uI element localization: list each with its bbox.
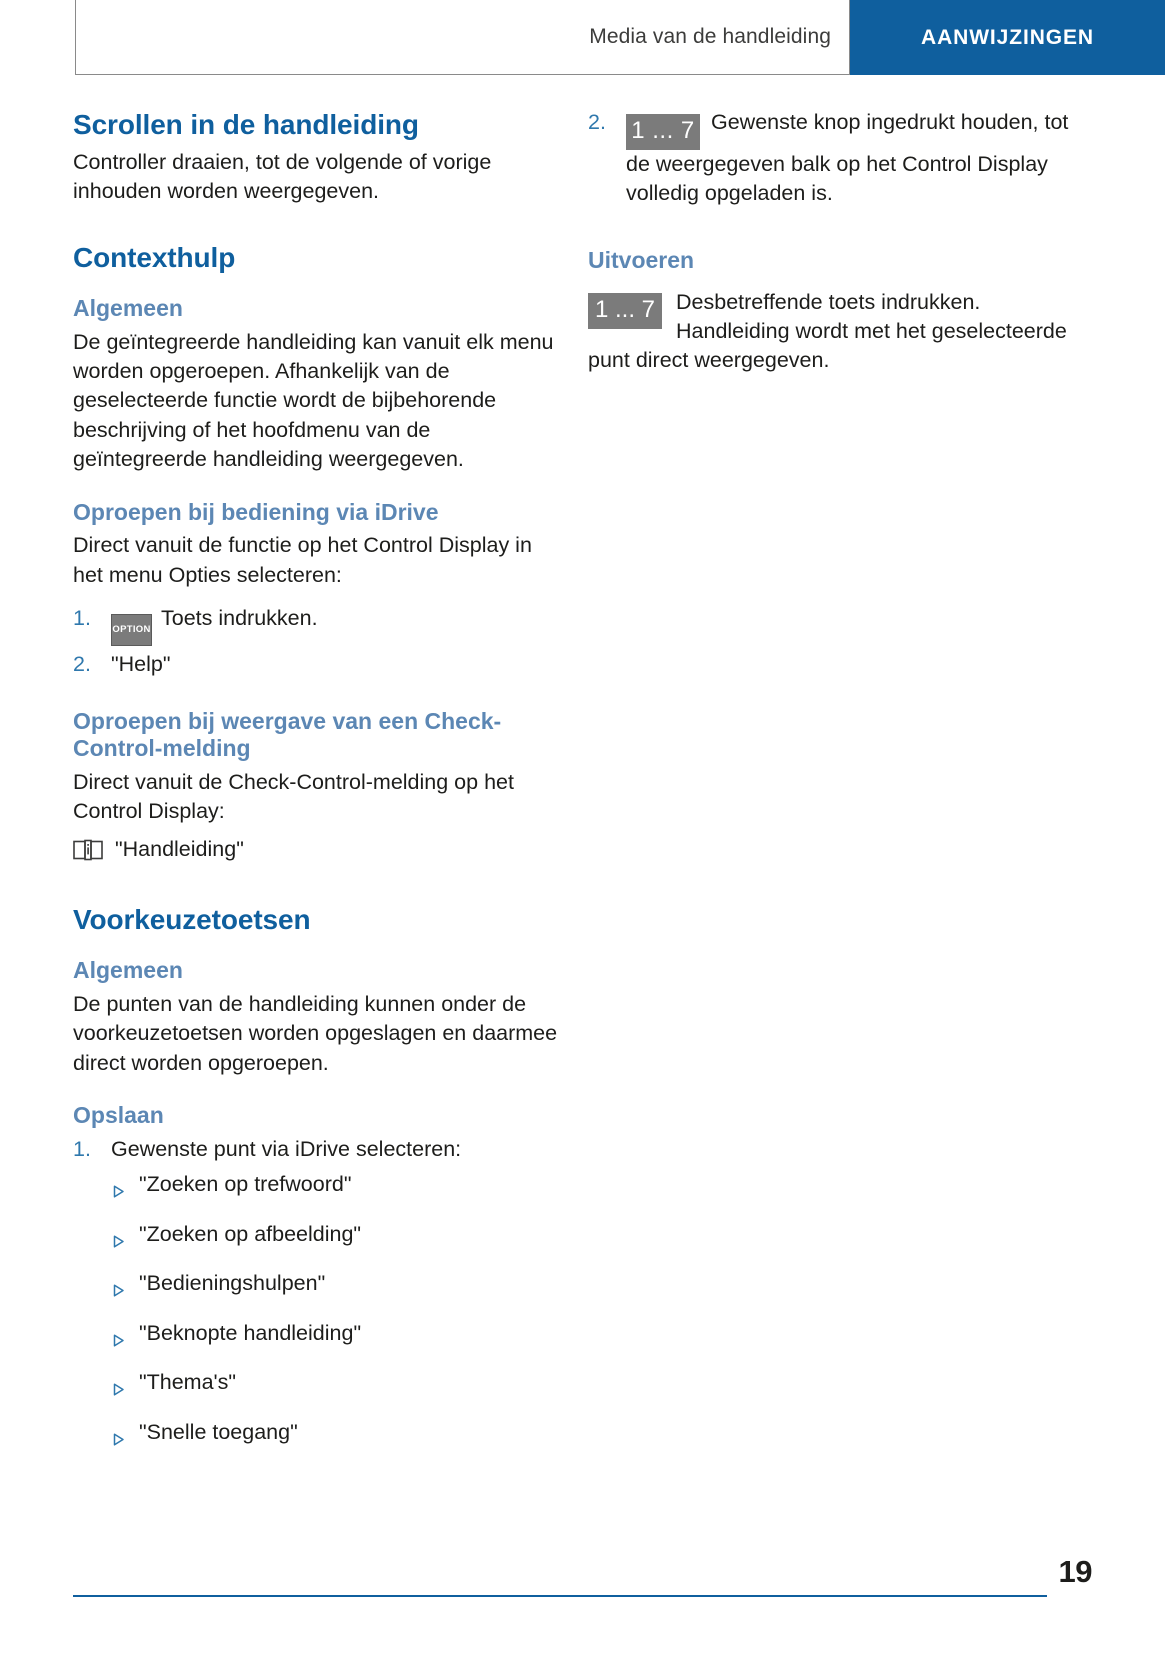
- list-item: [73, 1418, 563, 1455]
- heading-opslaan: Opslaan: [73, 1102, 164, 1129]
- step-content: [111, 604, 563, 646]
- triangle-bullet-icon: [111, 1426, 139, 1455]
- heading-contexthulp: Contexthulp: [73, 241, 236, 273]
- heading-contexthulp-algemeen: Algemeen: [73, 294, 183, 321]
- option-label: "Bedieningshulpen": [139, 1271, 326, 1296]
- paragraph-contexthulp-algemeen: De geïntegreerde handleiding kan vanuit elk menu worden opgeroepen. Afhankelijk van de geselecteerde functie wordt de bijbehorende beschrijving of het hoofdmenu van de geïntegreerde handleiding weergegeven.: [73, 329, 554, 472]
- list-item: [73, 1319, 563, 1356]
- handleiding-menu-item: [73, 835, 563, 869]
- triangle-bullet-icon: [111, 1376, 139, 1405]
- step-number: 1.: [73, 606, 91, 631]
- list-item: [73, 650, 563, 679]
- idrive-steps-list: [73, 604, 563, 679]
- opslaan-options-list: [73, 1170, 563, 1455]
- list-item: [588, 108, 1078, 209]
- running-title: Media van de handleiding: [589, 25, 831, 48]
- heading-voorkeuzetoetsen: Voorkeuzetoetsen: [73, 904, 311, 936]
- list-item: [73, 1170, 563, 1207]
- running-title-box: [75, 0, 850, 75]
- option-label: "Snelle toegang": [139, 1419, 298, 1444]
- page-header: [0, 0, 1165, 75]
- footer-divider: [73, 1595, 1047, 1597]
- heading-scrollen: Scrollen in de handleiding: [73, 109, 419, 140]
- heading-uitvoeren: Uitvoeren: [588, 246, 695, 273]
- left-column: [73, 108, 563, 1467]
- triangle-bullet-icon: [111, 1178, 139, 1207]
- page-number: 19: [1058, 1554, 1092, 1589]
- paragraph-scrollen: Controller draaien, tot de volgende of vorige inhouden worden weergegeven.: [73, 150, 492, 204]
- option-label: "Zoeken op afbeelding": [139, 1221, 362, 1246]
- page-footer: [0, 1543, 1165, 1653]
- header-left-margin: [0, 0, 75, 75]
- triangle-bullet-icon: [111, 1277, 139, 1306]
- step-content: [626, 108, 1078, 209]
- chapter-tab-label: AANWIJZINGEN: [921, 25, 1094, 49]
- book-info-icon: [73, 839, 103, 869]
- paragraph-oproepen-checkcontrol: Direct vanuit de Check-Control-melding op het Control Display:: [73, 769, 514, 824]
- step-text: "Help": [111, 652, 171, 677]
- uitvoeren-line-2: Handleiding wordt met het geselecteerde punt direct weergegeven.: [588, 318, 1067, 373]
- paragraph-voorkeuze-algemeen: De punten van de handleiding kunnen onder de voorkeuzetoetsen worden opgeslagen en daarmee direct worden opgeroepen.: [73, 991, 558, 1075]
- triangle-bullet-icon: [111, 1327, 139, 1356]
- step-number: 2.: [588, 110, 606, 134]
- right-column: [588, 108, 1078, 376]
- uitvoeren-instruction-block: [588, 288, 1078, 376]
- right-steps-list: [588, 108, 1078, 209]
- step-text: Gewenste punt via iDrive selecteren:: [111, 1136, 462, 1161]
- heading-voorkeuze-algemeen: Algemeen: [73, 957, 183, 984]
- preset-key-range-icon: 1 ... 7: [588, 293, 662, 329]
- list-item: [73, 1269, 563, 1306]
- opslaan-steps-list: [73, 1135, 563, 1164]
- option-key-icon: OPTION: [111, 614, 152, 646]
- heading-oproepen-checkcontrol: Oproepen bij weergave van een Check-Control-melding: [73, 707, 502, 762]
- handleiding-label: "Handleiding": [115, 836, 244, 861]
- option-label: "Thema's": [139, 1370, 237, 1395]
- list-item: [73, 1220, 563, 1257]
- list-item: [73, 1135, 563, 1164]
- preset-key-range-icon: 1 ... 7: [626, 114, 700, 150]
- uitvoeren-line-1: Desbetreffende toets indrukken.: [676, 289, 981, 314]
- option-label: "Beknopte handleiding": [139, 1320, 362, 1345]
- heading-oproepen-idrive: Oproepen bij bediening via iDrive: [73, 498, 439, 525]
- list-item: [73, 1368, 563, 1405]
- step-number: 2.: [73, 652, 91, 677]
- option-label: "Zoeken op trefwoord": [139, 1172, 352, 1197]
- triangle-bullet-icon: [111, 1228, 139, 1257]
- step-text: Toets indrukken.: [161, 606, 318, 631]
- list-item: [73, 604, 563, 646]
- chapter-tab: [850, 0, 1165, 75]
- step-text: Gewenste knop ingedrukt houden, tot de weergegeven balk op het Control Display volledig opgeladen is.: [626, 110, 1069, 206]
- step-number: 1.: [73, 1136, 91, 1161]
- paragraph-oproepen-idrive: Direct vanuit de functie op het Control Display in het menu Opties selecteren:: [73, 533, 532, 587]
